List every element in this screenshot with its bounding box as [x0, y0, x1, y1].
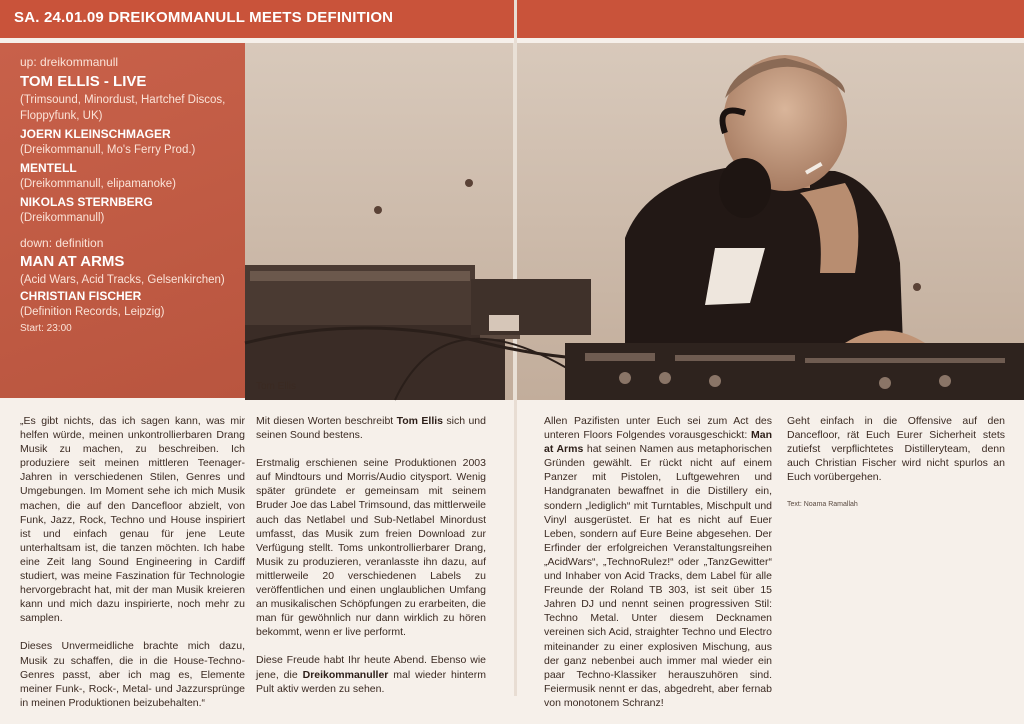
headliner-down: MAN AT ARMS [20, 253, 125, 270]
event-title: SA. 24.01.09 DREIKOMMANULL MEETS DEFINITION [14, 9, 394, 26]
headliner-up-info-2: Floppyfunk, UK) [20, 110, 103, 122]
paragraph [256, 414, 486, 442]
text-credit: Text: Noama Ramallah [787, 501, 858, 509]
photo-caption: Tom Ellis [256, 381, 297, 392]
headliner-up-info-1: (Trimsound, Minordust, Hartchef Discos, [20, 94, 226, 106]
paragraph: Erstmalig erschienen seine Produktionen 2003 auf Mindtours und Morris/Audio citysport. Wenig später gründete er gemeinsam mit seinem Bruder Joe das Label Trimsound, das mittlerweile auch das Netlabel und Sub-Netlabel Minordust umfasst, das Musik zum freien Download zur Verfügung stellt. Toms unkontrollierbarer Drang, Musik zu produzieren, veranlasste ihn dazu, auf mittlerweile 20 verschiedenen Labels zu veröffentlichen und einen unglaublichen Umfang an musikalischen Schöpfungen zu erarbeiten, die man für gewöhnlich nur dann wirklich zu hören bekommt, wenn er live performt. [256, 457, 486, 639]
artist-name: JOERN KLEINSCHMAGER [20, 127, 171, 141]
artist-name: NIKOLAS STERNBERG [20, 195, 153, 209]
crew-highlight: Dreikommanuller [302, 668, 389, 681]
paragraph: „Es gibt nichts, das ich sagen kann, was mir helfen würde, meinen unkontrollierbaren Drang Musik zu machen, zu beschreiben. Ich produziere seit meinen mittleren Teenager-Jahren in verschiedenen Stilen, Genres und Umgebungen. Im Moment sehe ich mich Musik machen, die auf den Dancefloor abzielt, von Funk, Jazz, Rock, Techno und House inspiriert ist und einfach genau für jene Leute unterhaltsam ist, die tanzen möchten. Ich habe eine Zeit lang Sound Engineering in Cardiff studiert, was meine Faszination für Technologie hervorgebracht hat, mit der man Musik kreieren kann und mich dazu inspirierte, noch mehr zu samplen. [20, 415, 245, 625]
artist-info: (Definition Records, Leipzig) [20, 306, 165, 318]
text-span: hat seinen Namen aus metaphorischen Gründen gewählt. Er rückt nicht auf einem Panzer mit Pistolen, Luftgewehren und Handgranaten bewaffnet in die Distillery ein, sondern „lediglich“ mit Turntables, Mischpult und Vinyl ausgerüstet. Er hat es nicht auf Euer Leben, sondern auf Eure Beine abgesehen. Der Erfinder der erfolgreichen Veranstaltungsreihen „AcidWars“, „TechnoRulez!“ oder „TanzGewitter“ und Inhaber von Acid Tracks, dem Label für alle Freunde der Roland TB 303, ist seit über 15 Jahren DJ und nennt seinen progressiven Stil: Techno Metal. Unter diesem Decknamen vereinen sich Acid, straighter Techno und Electro miteinander zu einer explosiven Mischung, aus der ganz nebenbei auch immer mal wieder ein paar Techno-Klassiker herauszuhören sind. Feiermusik nennt er das, abgedreht, aber fernab von monotonem Schranz! [544, 443, 772, 709]
artist-name: MENTELL [20, 161, 77, 175]
floor-down-label: down: definition [20, 236, 104, 250]
article-column-2 [256, 414, 486, 710]
artist-highlight: Tom Ellis [396, 415, 443, 427]
artist-info: (Dreikommanull, Mo's Ferry Prod.) [20, 144, 196, 156]
headliner-down-info: (Acid Wars, Acid Tracks, Gelsenkirchen) [20, 274, 225, 286]
paragraph: Geht einfach in die Offensive auf den Dancefloor, rät Euch Eurer Sicherheit stets zutiefst verpflichtetes Distilleryteam, denn auch Christian Fischer wird nicht spurlos an Euch vorübergehen. [787, 415, 1005, 484]
text-span: Allen Pazifisten unter Euch sei zum Act des unteren Floors Folgendes vorausgeschickt: [544, 415, 772, 442]
paragraph [544, 414, 772, 710]
article-column-1 [20, 414, 245, 724]
text-span: mal wieder hinterm Pult aktiv werden zu sehen. [256, 668, 486, 695]
paragraph [256, 653, 486, 695]
text-span: sich und seinen Sound bestens. [256, 415, 486, 442]
lineup-panel [0, 43, 245, 398]
header-bar [0, 0, 1024, 38]
floor-up-label: up: dreikommanull [20, 55, 119, 69]
article-column-4 [787, 414, 1005, 513]
artist-highlight: Man at Arms [544, 429, 772, 456]
text-span: Mit diesen Worten beschreibt [256, 415, 397, 427]
start-time: Start: 23:00 [20, 323, 72, 334]
text-span: Diese Freude habt Ihr heute Abend. Ebenso wie jene, die [256, 654, 486, 681]
headliner-up: TOM ELLIS - LIVE [20, 73, 147, 90]
artist-info: (Dreikommanull) [20, 212, 105, 224]
artist-name: CHRISTIAN FISCHER [20, 289, 142, 303]
paragraph: Dieses Unvermeidliche brachte mich dazu, Musik zu schaffen, die in die House-Techno-Genres passt, aber ich mag es, Elemente meiner Funk-, Rock-, Metal- und Jazzursprünge in meinen Produktionen beizubehalten.“ [20, 640, 245, 709]
dj-photo [245, 43, 1024, 400]
article-column-3 [544, 414, 772, 724]
artist-info: (Dreikommanull, elipamanoke) [20, 178, 176, 190]
